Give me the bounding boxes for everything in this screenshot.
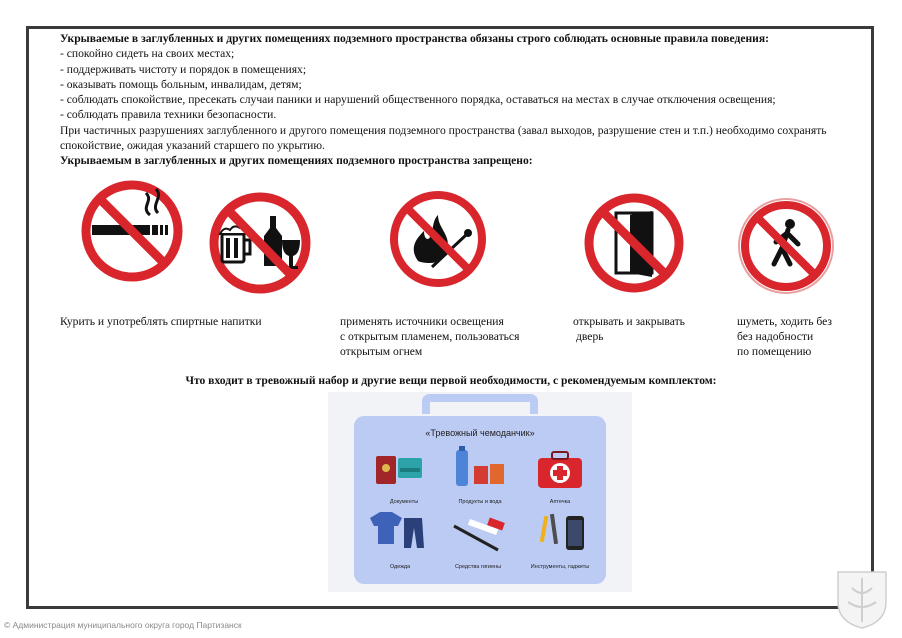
- caption-line: применять источники освещения: [340, 315, 504, 328]
- no-open-fire-icon: [388, 189, 488, 289]
- caption-open-fire: [340, 314, 519, 359]
- kit-label-first-aid: Аптечка: [549, 499, 571, 505]
- caption-line: с открытым пламенем, пользоваться: [340, 330, 520, 343]
- caption-line: без надобности: [737, 330, 814, 343]
- kit-title: «Тревожный чемоданчик»: [425, 428, 535, 438]
- kit-label-clothes: Одежда: [389, 564, 411, 570]
- caption-line: открытым огнем: [340, 345, 423, 358]
- prohibited-heading: Укрываемым в заглубленных и других помещениях подземного пространства запрещено:: [60, 154, 533, 168]
- kit-label-hygiene: Средства гигиены: [454, 564, 502, 570]
- kit-heading: Что входит в тревожный набор и другие вещи первой необходимости, с рекомендуемым комплектом:: [185, 374, 717, 387]
- kit-label-documents: Документы: [389, 499, 419, 505]
- caption-line: по помещению: [737, 345, 812, 358]
- rule-item: - спокойно сидеть на своих местах;: [60, 47, 235, 61]
- no-alcohol-icon: [206, 190, 314, 296]
- caption-walking: [737, 314, 832, 359]
- caption-smoking-drinking: Курить и употреблять спиртные напитки: [60, 315, 262, 328]
- rule-item: - соблюдать правила техники безопасности.: [60, 108, 277, 122]
- rule-item: - поддерживать чистоту и порядок в помещениях;: [60, 62, 307, 76]
- kit-label-food-water: Продукты и вода: [458, 499, 502, 505]
- no-door-icon: [582, 191, 686, 295]
- no-walking-icon: [734, 194, 838, 298]
- caption-line: шуметь, ходить без: [737, 315, 832, 328]
- partial-destruction-text: При частичных разрушениях заглубленного и другого помещения подземного пространства (завал выходов, разрушение стен и т.п.) необходимо сохранять спокойствие, ожидая указаний старшего по укрытию.: [60, 123, 827, 153]
- suitcase-icon: [328, 392, 632, 592]
- rules-heading: Укрываемые в заглубленных и других помещениях подземного пространства обязаны строго соблюдать основные правила поведения:: [60, 32, 769, 45]
- emergency-kit-illustration: [328, 392, 632, 592]
- caption-line: открывать и закрывать: [573, 315, 685, 328]
- rules-text: [60, 31, 870, 169]
- footer-copyright: © Администрация муниципального округа город Партизанск: [4, 620, 242, 630]
- caption-door: [573, 314, 685, 344]
- rule-item: - оказывать помощь больным, инвалидам, детям;: [60, 77, 302, 91]
- city-emblem-icon: [834, 568, 890, 630]
- rule-item: - соблюдать спокойствие, пресекать случаи паники и нарушений общественного порядка, оставаться на местах в случае отключения освещения;: [60, 93, 776, 107]
- no-smoking-icon: [78, 179, 186, 283]
- kit-label-tools: Инструменты, гаджеты: [530, 564, 590, 570]
- caption-line: дверь: [576, 330, 604, 343]
